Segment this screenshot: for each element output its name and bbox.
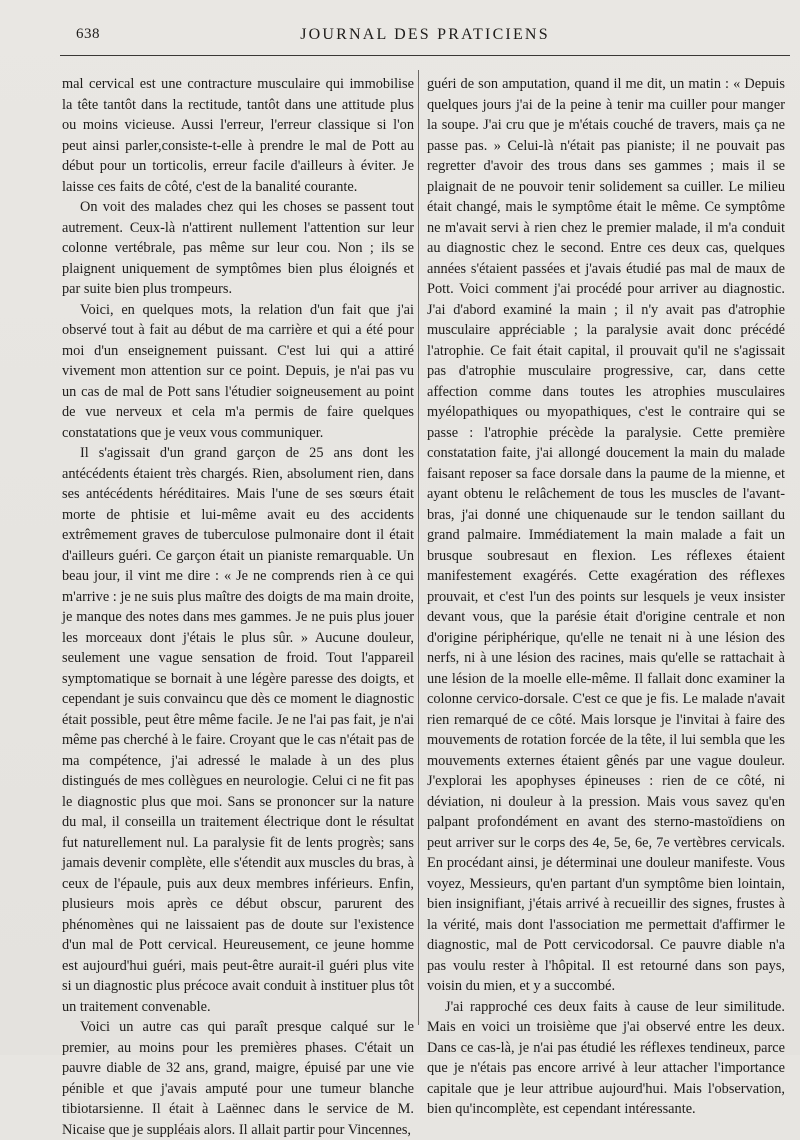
left-column: [62, 74, 414, 1140]
right-column: [427, 74, 785, 1120]
paragraph: Voici un autre cas qui paraît presque calqué sur le premier, au moins pour les premières phases. C'était un pauvre diable de 32 ans, grand, maigre, épuisé par une vie pénible et que j'avais amputé pour une tumeur blanche tibiotarsienne. Il était à Laënnec dans le service de M. Nicaise que je suppléais alors. Il allait partir pour Vincennes,: [62, 1019, 414, 1138]
paragraph: J'ai rapproché ces deux faits à cause de leur similitude. Mais en voici un troisième que j'ai observé entre les deux. Dans ce cas-là, je n'ai pas étudié les réflexes tendineux, parce que je n'étais pas encore arrivé à leur attacher l'importance capitale que je leur attribue aujourd'hui. Mais l'observation, bien qu'incomplète, est cependant intéressante.: [427, 998, 785, 1117]
column-divider: [418, 70, 419, 1025]
paragraph: Voici, en quelques mots, la relation d'un fait que j'ai observé tout à fait au début de ma carrière et qui a été pour moi d'un enseignement puissant. C'est lui qui a attiré vivement mon attention sur ce point. Depuis, je n'ai pas vu un cas de mal de Pott sans l'étudier soigneusement au point de vue nerveux et cela m'a permis de faire quelques constatations que je veux vous communiquer.: [62, 301, 414, 441]
journal-title: JOURNAL DES PRATICIENS: [300, 26, 550, 43]
paragraph: Il s'agissait d'un grand garçon de 25 ans dont les antécédents étaient très chargés. Rien, absolument rien, dans ses antécédents héréditaires. Mais l'une de ses sœurs était morte de phtisie et lui-même avait eu des accidents extrêmement graves de tuberculose pulmonaire dont il était d'ailleurs guéri. Ce garçon était un pianiste remarquable. Un beau jour, il vint me dire : « Je ne comprends rien à ce qui m'arrive : je ne suis plus maître des doigts de ma main droite, je manque des notes dans mes gammes. Je ne puis plus jouer les morceaux dont j'étais le plus sûr. » Aucune douleur, seulement une vague sensation de froid. Tout l'appareil symptomatique se bornait à une légère paresse des doigts, et cependant je suis convaincu que dès ce moment le diagnostic était possible, peut être même facile. Je ne l'ai pas fait, je n'ai même pas cherché à le faire. Croyant que le cas n'était pas de ma compétence, j'ai adressé le malade à un des plus distingués de mes collègues en neurologie. Celui ci ne fit pas le diagnostic plus que moi. Sans se prononcer sur la nature du mal, il conseilla un traitement électrique dont le résultat fut naturellement nul. La paralysie fit de lents progrès; sans jamais devenir complète, elle s'étendit aux muscles du bras, à ceux de l'épaule, puis aux deux membres inférieurs. Enfin, plusieurs mois après ce début obscur, parurent des phénomènes qui ne laissaient pas de doute sur l'existence d'un mal de Pott cervical. Heureusement, ce jeune homme est aujourd'hui guéri, mais peut-être aurait-il guéri plus vite si un diagnostic plus précoce avait conduit à instituer plus tôt un traitement convenable.: [62, 445, 414, 1015]
header-rule: [60, 55, 790, 56]
paragraph: mal cervical est une contracture musculaire qui immobilise la tête tantôt dans la rectitude, tantôt dans une attitude plus ou moins vicieuse. Aussi l'erreur, l'erreur classique si l'on peut ainsi parler,consiste-t-elle à prendre le mal de Pott au début pour un torticolis, erreur facile d'ailleurs à éviter. Je laisse ces faits de côté, c'est de la banalité courante.: [62, 76, 414, 195]
paragraph: guéri de son amputation, quand il me dit, un matin : « Depuis quelques jours j'ai de la peine à tenir ma cuiller pour manger la soupe. J'ai cru que je m'étais couché de travers, mais ça ne passe pas. » Celui-là n'était pas pianiste; il ne pouvait pas regretter d'avoir des trous dans ses gammes ; mais il se plaignait de ne pouvoir tenir solidement sa cuiller. Le milieu était changé, mais le symptôme était le même. Ce symptôme ne m'avait servi à rien chez le premier malade, il m'a conduit au diagnostic chez le second. Entre ces deux cas, quelques années s'étaient passées et j'avais étudié pas mal de maux de Pott. Voici comment j'ai procédé pour arriver au diagnostic. J'ai d'abord examiné la main ; il n'y avait pas d'atrophie musculaire appréciable ; la paralysie avait donc précédé l'atrophie. Ce fait était capital, il prouvait qu'il ne s'agissait pas d'atrophie musculaire progressive, car, dans cette affection comme dans toutes les atrophies musculaires myélopathiques ou myopathiques, c'est le contraire qui se passe : l'atrophie précède la paralysie. Cette première constatation faite, j'ai allongé doucement la main du malade faisant reposer sa face dorsale dans la paume de la mienne, et ayant obtenu le relâchement de tous les muscles de l'avant-bras, j'ai donné une chiquenaude sur le tendon saillant du grand palmaire. Immédiatement la main malade a fait un brusque soubresaut en flexion. Les réflexes étaient manifestement exagérés. Cette exagération des réflexes prouvait, et c'est l'un des points sur lesquels je veux insister devant vous, que la parésie était d'origine centrale et non d'origine périphérique, qu'elle ne tenait ni à une lésion des nerfs, ni à une lésion des racines, mais qu'elle se rattachait à une lésion de la moelle elle-même. Il fallait donc examiner la colonne cervico-dorsale. C'est ce que je fis. Le malade n'avait rien remarqué de ce côté. Mais lorsque je l'invitai à faire des mouvements de rotation forcée de la tête, il lui sembla que les mouvements externes étaient gênés par une vague douleur. J'explorai les apophyses épineuses : rien de ce côté, ni déviation, ni douleur à la pression. Mais vous savez qu'en palpant profondément en avant des sterno-mastoïdiens on peut arriver sur le corps des 4e, 5e, 6e, 7e vertèbres cervicals. En procédant ainsi, je déterminai une douleur manifeste. Vous voyez, Messieurs, qu'en partant d'un symptôme bien lointain, bien insignifiant, j'étais arrivé à recueillir des signes, frustes à la vérité, mais dont l'association me permettait d'affirmer le diagnostic, mal de Pott cervicodorsal. Ce pauvre diable n'a pas voulu rester à l'hôpital. Il est retourné dans son pays, voisin du mien, et y a succombé.: [427, 76, 785, 994]
paragraph: On voit des malades chez qui les choses se passent tout autrement. Ceux-là n'attirent nullement l'attention sur leur colonne vertébrale, pas même sur leur cou. Non ; ils se plaignent uniquement de symptômes bien plus éloignés et par suite bien plus trompeurs.: [62, 199, 414, 297]
page-number: 638: [76, 26, 100, 42]
page-header: [60, 26, 790, 48]
